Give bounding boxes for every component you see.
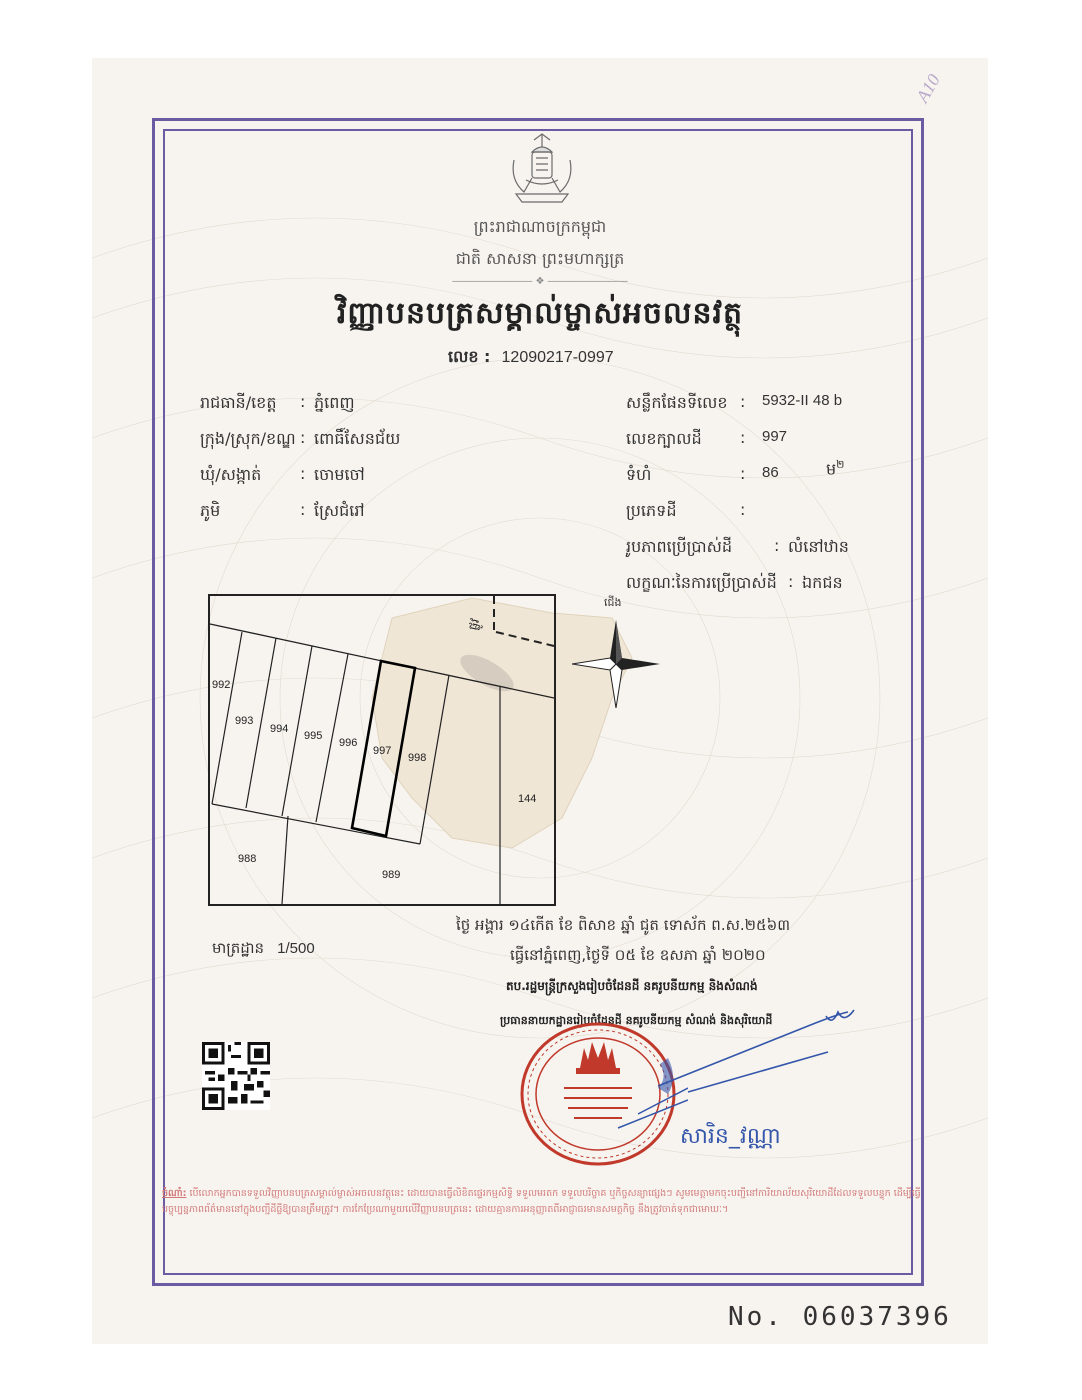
header-ornament: ―――――――― ❖ ―――――――― [452, 276, 628, 287]
field-label-use-character: លក្ខណៈនៃការប្រើប្រាស់ដី [626, 573, 777, 592]
number-label: លេខ : [448, 347, 491, 366]
footnote [162, 1186, 922, 1218]
corner-handwritten-mark: A10 [912, 70, 944, 106]
kingdom-heading: ព្រះរាជាណាចក្រកម្ពុជា [473, 217, 607, 236]
field-value-area: 86 [762, 464, 779, 481]
certificate-title: វិញ្ញាបនបត្រសម្គាល់ម្ចាស់អចលនវត្ថុ [336, 296, 744, 331]
qr-code-icon [202, 1042, 270, 1110]
national-motto: ជាតិ សាសនា ព្រះមហាក្សត្រ [455, 249, 625, 268]
footnote-text: បើលោកអ្នកបានទទួលវិញ្ញាបនបត្រសម្គាល់ម្ចាស់អចលនវត្ថុនេះ ដោយបានធ្វើលិខិតផ្ទេរកម្មសិទ្ធិ ទទួលមរតក ទទួលបរិច្ចាគ ឬកិច្ចសន្យាផ្សេងៗ សូមមេត្តាមកចុះបញ្ជីនៅការិយាល័យសុរិយោដីដែលទទួលបន្ទុក ដើម្បីធ្វើបច្ចុប្បន្នភាពព័ត៌មាននៅក្នុងបញ្ជីដីធ្លីឱ្យបានត្រឹមត្រូវ។ ការកែប្រែណាមួយលើវិញ្ញាបនបត្រនេះ ដោយគ្មានការអនុញ្ញាតពីអាជ្ញាធរមានសមត្ថកិច្ច នឹងត្រូវចាត់ទុកជាមោឃៈ។ [162, 1188, 921, 1215]
signatory-position: ប្រធាននាយកដ្ឋានរៀបចំដែនដី នគរូបនីយកម្ម សំណង់ និងសុរិយោដី [500, 1014, 773, 1027]
lunar-date-line: ថ្ងៃ អង្គារ ១៤កើត ខែ ពិសាខ ឆ្នាំ ជូត ទោស័ក ព.ស.២៥៦៣ [456, 916, 791, 934]
number-value: 12090217-0997 [501, 349, 614, 366]
field-colon: : [740, 392, 746, 411]
field-label-village: ភូមិ [200, 501, 221, 520]
serial-number: No. 06037396 [728, 1302, 952, 1332]
parcel-label: 992 [212, 679, 231, 691]
footnote-label: ចំណាំ: [162, 1188, 187, 1199]
field-value-commune: ចោមចៅ [314, 465, 365, 484]
field-colon: : [300, 500, 306, 519]
field-label-land-use: រូបភាពប្រើប្រាស់ដី [626, 537, 733, 556]
parcel-label: 988 [238, 853, 257, 865]
field-value-land-use: លំនៅឋាន [788, 537, 849, 556]
field-label-map-sheet: សន្លឹកផែនទីលេខ [626, 393, 728, 412]
certificate-sheet [92, 58, 988, 1344]
parcel-label: 989 [382, 869, 401, 881]
parcel-map [208, 594, 558, 908]
field-value-map-sheet: 5932-II 48 b [762, 392, 843, 409]
field-unit-area: ម$^២$ [826, 458, 845, 479]
field-colon: : [740, 464, 746, 483]
field-value-parcel-number: 997 [762, 428, 788, 445]
parcel-label: 993 [235, 715, 254, 727]
parcel-label: 996 [339, 737, 358, 749]
scale-value: 1/500 [277, 940, 315, 957]
field-label-area: ទំហំ [626, 465, 652, 484]
field-label-district: ក្រុង/ស្រុក/ខណ្ឌ [200, 429, 296, 448]
scale-label: មាត្រដ្ឋាន [212, 939, 265, 957]
field-value-use-character: ឯកជន [802, 573, 843, 592]
field-value-district: ពោធិ៍សែនជ័យ [314, 429, 401, 448]
field-label-parcel-number: លេខក្បាលដី [626, 429, 702, 448]
parcel-label: 998 [408, 752, 427, 764]
north-label: ជើង [604, 596, 622, 609]
field-value-province: ភ្នំពេញ [314, 393, 355, 412]
issued-date-line: ធ្វើនៅភ្នំពេញ,ថ្ងៃទី ០៥ ខែ ឧសភា ឆ្នាំ ២០២០ [510, 946, 766, 964]
field-value-village: ស្រែជំរៅ [314, 501, 365, 520]
field-colon: : [774, 536, 780, 555]
signatory-name: សារិន_វណ្ណា [680, 1124, 781, 1149]
field-colon: : [740, 428, 746, 447]
road-label: ផ្លូវ [465, 616, 483, 632]
field-colon: : [300, 392, 306, 411]
parcel-label: 144 [518, 793, 537, 805]
field-colon: : [788, 572, 794, 591]
north-arrow-icon [572, 620, 660, 708]
signatory-title: តប.រដ្ឋមន្ត្រីក្រសួងរៀបចំដែនដី នគរូបនីយកម្ម និងសំណង់ [506, 979, 758, 993]
field-label-land-type: ប្រភេទដី [626, 501, 677, 520]
field-label-commune: ឃុំ/សង្កាត់ [200, 465, 262, 484]
royal-coat-of-arms-icon [502, 130, 582, 210]
parcel-label: 997 [373, 745, 392, 757]
map-scale [212, 938, 315, 961]
parcel-label: 995 [304, 730, 323, 742]
field-colon: : [300, 428, 306, 447]
parcel-label: 994 [270, 723, 289, 735]
signature-icon [648, 1006, 868, 1096]
field-colon: : [300, 464, 306, 483]
field-colon: : [740, 500, 746, 519]
field-label-province: រាជធានី/ខេត្ត [200, 393, 277, 412]
certificate-number [448, 346, 614, 370]
